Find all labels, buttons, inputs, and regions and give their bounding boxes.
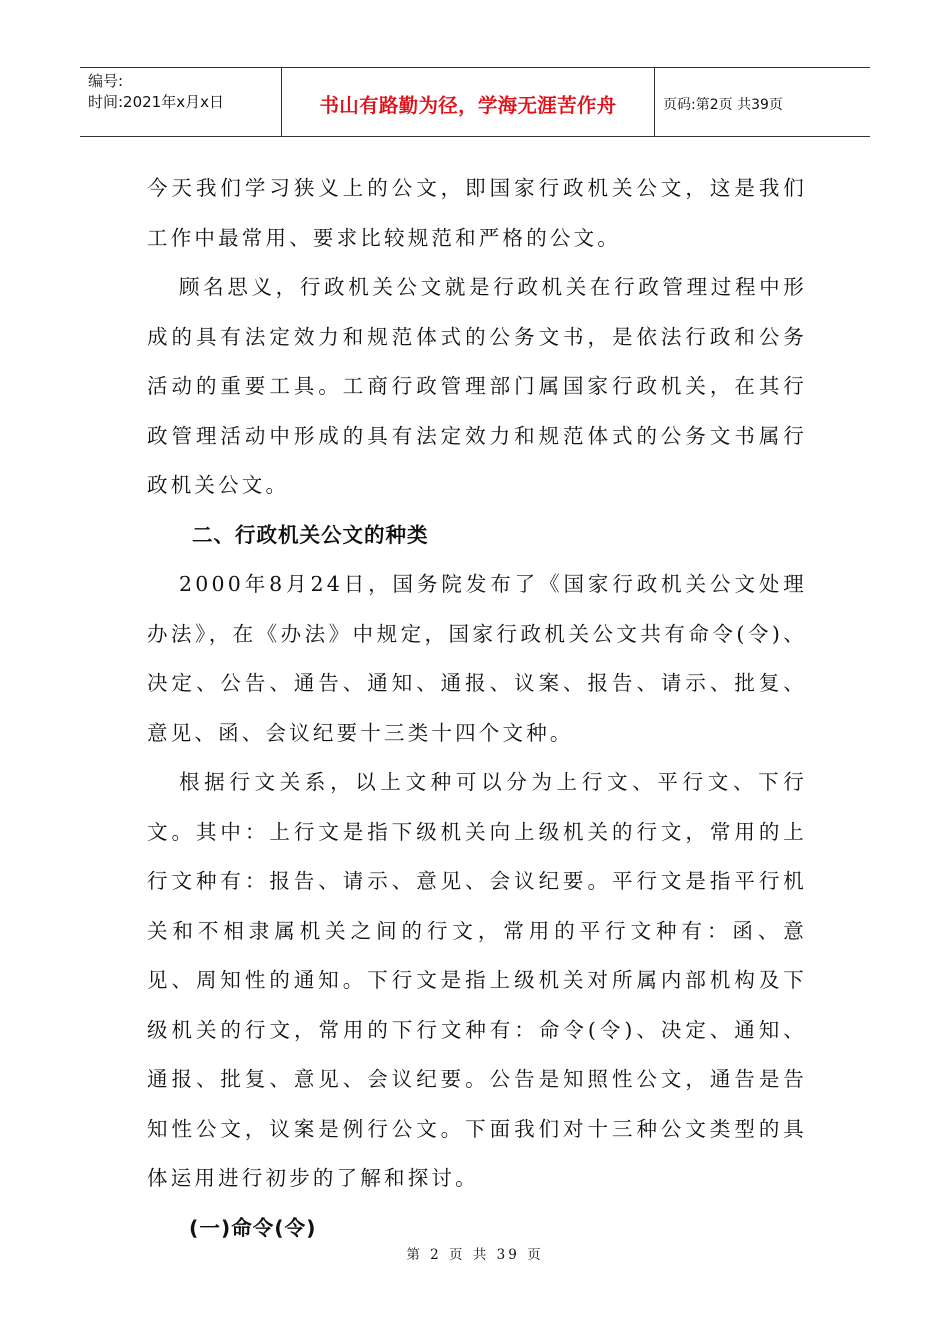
- paragraph-1: 今天我们学习狭义上的公文，即国家行政机关公文，这是我们工作中最常用、要求比较规范和严格的公文。: [147, 176, 807, 250]
- header-meta-cell: [80, 68, 282, 136]
- header-number-label: 编号:: [88, 72, 124, 90]
- paragraph-3: 2000年8月24日，国务院发布了《国家行政机关公文处理办法》，在《办法》中规定，国家行政机关公文共有命令(令)、决定、公告、通告、通知、通报、议案、报告、请示、批复、意见、函、会议纪要十三类十四个文种。: [147, 572, 807, 745]
- paragraph-4: 根据行文关系，以上文种可以分为上行文、平行文、下行文。其中：上行文是指下级机关向上级机关的行文，常用的上行文种有：报告、请示、意见、会议纪要。平行文是指平行机关和不相隶属机关之间的行文，常用的平行文种有：函、意见、周知性的通知。下行文是指上级机关对所属内部机构及下级机关的行文，常用的下行文种有：命令(令)、决定、通知、通报、批复、意见、会议纪要。公告是知照性公文，通告是告知性公文，议案是例行公文。下面我们对十三种公文类型的具体运用进行初步的了解和探讨。: [147, 770, 807, 1190]
- document-header: [80, 67, 870, 137]
- section-heading-2: 二、行政机关公文的种类: [192, 522, 429, 547]
- header-motto: 书山有路勤为径，学海无涯苦作舟: [319, 94, 617, 117]
- header-time-label: 时间:2021年x月x日: [88, 93, 224, 111]
- page-footer: 第 2 页 共 39 页: [406, 1247, 544, 1263]
- document-body: [147, 164, 807, 1253]
- subsection-heading-1: (一)命令(令): [189, 1215, 317, 1240]
- header-motto-cell: [282, 68, 655, 136]
- header-page-info: 页码:第2页 共39页: [663, 97, 783, 113]
- header-page-cell: [655, 68, 870, 136]
- paragraph-2: 顾名思义，行政机关公文就是行政机关在行政管理过程中形成的具有法定效力和规范体式的公务文书，是依法行政和公务活动的重要工具。工商行政管理部门属国家行政机关，在其行政管理活动中形成的具有法定效力和规范体式的公务文书属行政机关公文。: [147, 275, 807, 497]
